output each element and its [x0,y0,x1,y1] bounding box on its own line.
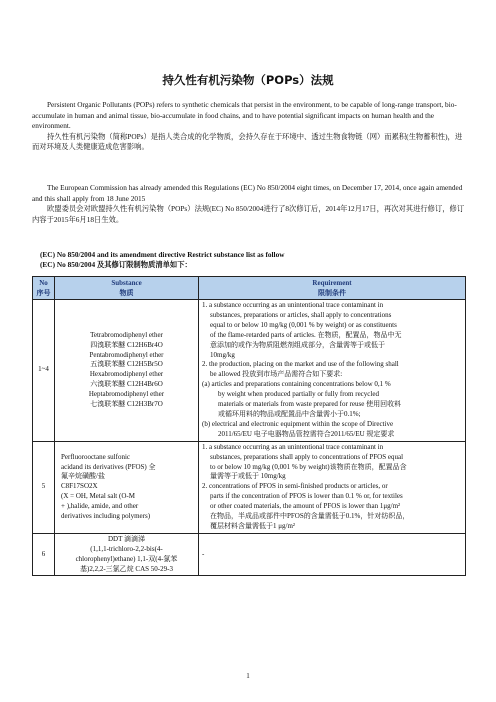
intro-zh: 持久性有机污染物（简称POPs）是指人类合成的化学物质，会持久存在于环境中、透过生物食物链（网）而累积(生物蓄积性)，进而对环境及人类健康造成危害影响。 [32,131,463,152]
intro-paragraph [32,100,466,153]
row-number: 5 [33,441,55,533]
row-number: 1~4 [33,300,55,442]
header-substance: Substance 物质 [55,277,199,300]
substance-cell: Tetrabromodiphenyl ether 四溴联苯醚 C12H6Br4O Pentabromodiphenyl ether 五溴联苯醚 C12H5Br5O Hexabromodiphenyl ether 六溴联苯醚 C12H4Br6O Heptabromodiphenyl ether 七溴联苯醚 C12H3Br7O [55,300,199,442]
restricted-substance-table [32,276,466,576]
substance-cell: DDT 滴滴涕 (1,1,1-trichloro-2,2-bis(4- chlorophenyl)ethane) 1,1-双(4-氯苯 基)2,2,2-三氯乙烷 CAS 50-29-3 [55,533,199,576]
amendment-zh: 欧盟委员会对欧盟持久性有机污染物（POPs）法规(EC) No 850/2004进行了8次修订后，2014年12月17日，再次对其进行修订，修订内容于2015年6月18日生效。 [32,204,465,224]
intro-en: Persistent Organic Pollutants (POPs) refers to synthetic chemicals that persist in the environment, to be capable of long-range transport, bio-accumulate in human and animal tissue, bio-accumulate in food chains, and to have potential significant impacts on human health and the environment. [32,100,457,131]
list-heading-en: (EC) No 850/2004 and its amendment directive Restrict substance list as follow [40,250,285,259]
header-no: No 序号 [33,277,55,300]
table-row [33,441,466,533]
substance-cell: Perfluorooctane sulfonic acidand its derivatives (PFOS) 全 氟辛烷磺酸/盐 C8F17SO2X (X = OH, Metal salt (O-M + ),halide, amide, and other derivatives including polymers) [55,441,199,533]
amendment-en: The European Commission has already amended this Regulations (EC) No 850/2004 eight times, on December 17, 2014, once again amended and this shall apply from 18 June 2015 [32,183,463,203]
table-header-row [33,277,466,300]
requirement-cell: 1. a substance occurring as an unintentional trace contaminant in substances, preparations shall apply to concentrations of PFOS equal to or below 10 mg/kg (0,001 % by weight)该物质在物质，配置品含 量需等于或低于 10mg/kg 2. concentrations of PFOS in semi-finished products or articles, or parts if the concentration of PFOS is lower than 0.1 % or, for textiles or other coated materials, the amount of PFOS is lower than 1μg/m² 在物品，半成品或部件中PFOS的含量需低于0.1%，针对纺织品， 覆层材料含量需低于1 μg/m² [199,441,466,533]
table-row [33,533,466,576]
header-requirement: Requirement 限制条件 [199,277,466,300]
requirement-cell: 1. a substance occurring as an unintentional trace contaminant in substances, preparations or articles, shall apply to concentrations equal to or below 10 mg/kg (0,001 % by weight) or as constituents of the flame-retarded parts of articles. 在物质，配置品，物品中无 意添加的或作为物质阻燃剂组成部分，含量需等于或低于 10mg/kg 2. the production, placing on the market and use of the following shall be allowed 投放到市场产品需符合如下要求: (a) articles and preparations containing concentrations below 0,1 % by weight when produced partially or fully from recycled materials or materials from waste prepared for reuse 使用回收料 或循环用料的物品或配置品中含量需小于0.1%; (b) electrical and electronic equipment within the scope of Directive 2011/65/EU 电子电器物品管控需符合2011/65/EU 规定要求 [199,300,466,442]
row-number: 6 [33,533,55,576]
amendment-paragraph [32,183,466,225]
requirement-cell: - [199,533,466,576]
table-row [33,300,466,442]
list-heading-zh: (EC) No 850/2004 及其修订限制物质清单如下： [40,260,192,269]
page-number: 1 [246,672,250,680]
page-title: 持久性有机污染物（POPs）法规 [162,73,334,87]
